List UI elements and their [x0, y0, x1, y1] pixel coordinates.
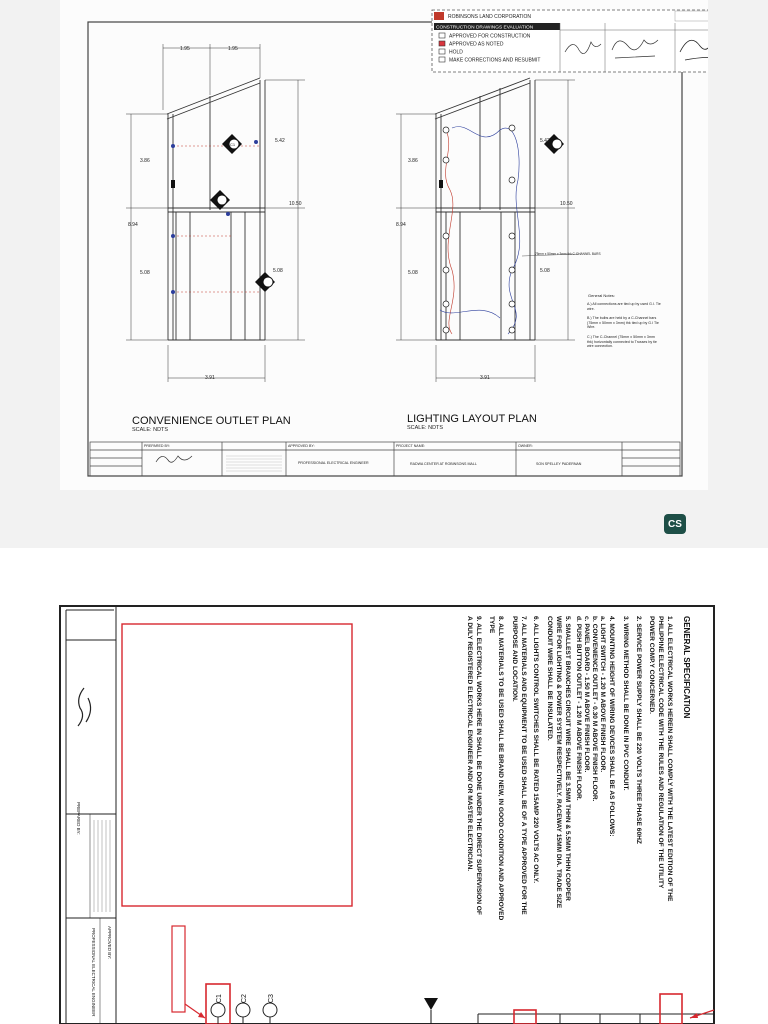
legend-c3: C3: [268, 994, 275, 1003]
r-dim-left-2: 8.94: [396, 222, 406, 228]
checkbox-approved-as-noted: [439, 41, 445, 46]
red-callout-box: [172, 926, 185, 1012]
note-a: A.) All connections are tied up by used G.I. Tie wire.: [587, 302, 661, 311]
tb-owner-name: SON SPELLEY PADERNAN: [536, 462, 582, 466]
spec-heading: GENERAL SPECIFICATION: [682, 616, 691, 719]
dim-right-1: 5.42: [275, 138, 285, 144]
r-dim-right-1: 5.42: [540, 138, 550, 144]
stamp-option-4: MAKE CORRECTIONS AND RESUBMIT: [449, 57, 541, 64]
right-plan-title: LIGHTING LAYOUT PLAN: [407, 413, 537, 425]
dim-right-3: 5.08: [273, 268, 283, 274]
r-dim-right-3: 5.08: [540, 268, 550, 274]
dim-bottom: 3.91: [205, 375, 215, 381]
spec-line: 2. SERVICE POWER SUPPLY SHALL BE 220 VOLTS THREE PHASE 60HZ: [635, 616, 642, 844]
s2-approved-by: APPROVED BY:: [107, 926, 112, 960]
spec-line: 6. ALL LIGHTS CONTROL SWITCHES SHALL BE RATED 15AMP 220 VOLTS AC ONLY.: [532, 616, 539, 884]
legend-c2: C2: [241, 994, 248, 1003]
notes-title: General Notes:: [588, 293, 615, 298]
left-plan-title: CONVENIENCE OUTLET PLAN: [132, 415, 291, 427]
spec-line: d. PUSH BUTTON OUTLET - 1.20 M ABOVE FINISH FLOOR.: [575, 616, 582, 801]
spec-line: 7. ALL MATERIALS AND EQUIPMENT TO BE USED SHALL BE OF A TYPE APPROVED FOR THE: [520, 616, 527, 915]
sheet2-title-strip: [66, 606, 116, 1024]
note-c: C.) The C-Channel (75mm x 50mm x 3mm thk) horizontally connected to Trusses by tie wire connection.: [587, 334, 657, 349]
note-b: B.) The bulbs are held by a C-Channel bars (75mm x 50mm x 3mm) thk tied up by G.I Tie Wire.: [587, 316, 659, 330]
sheet1-border: [88, 22, 682, 476]
triangle-symbol: [424, 998, 438, 1010]
right-plan-scale: SCALE: NDTS: [407, 425, 444, 431]
red-arrowhead: [198, 1012, 205, 1018]
dim-left-1: 3.86: [140, 158, 150, 164]
tb-professional: PROFESSIONAL ELECTRICAL ENGINEER: [298, 461, 369, 465]
signature-sheet2: [78, 688, 91, 726]
s2-professional: PROFESSIONAL ELECTRICAL ENGINEER: [91, 928, 96, 1017]
stamp-option-3: HOLD: [449, 49, 463, 56]
red-stamp-box: [122, 624, 352, 906]
spec-line: 9. ALL ELECTRICAL WORKS HERE IN SHALL BE DONE UNDER THE DIRECT SUPERVISION OF: [475, 616, 482, 915]
spec-line: 1. ALL ELECTRICAL WORKS HEREIN SHALL COMPLY WITH THE LATEST EDITION OF THE: [666, 616, 673, 902]
general-specification: [466, 616, 691, 921]
spec-line: b. CONVENIENCE OUTLET - 0.30 M ABOVE FINISH FLOOR.: [591, 616, 598, 802]
left-plan-scale: SCALE: NDTS: [132, 427, 169, 433]
spec-line: 8. ALL MATERIALS TO BE USED SHALL BE BRAND NEW, IN GOOD CONDITION AND APPROVED: [497, 616, 504, 921]
dim-right-2: 10.50: [289, 201, 302, 207]
drawing-sheet-2: [0, 548, 768, 1024]
tb-approved-by: APPROVED BY:: [288, 444, 315, 448]
tb-project: RADWA CENTER AT ROBINSONS MALL: [410, 462, 477, 466]
spec-line: PURPOSE AND LOCATION.: [511, 616, 518, 702]
legend-symbols: [206, 984, 277, 1024]
spec-line: c. PANEL BOARD - 1.50 M ABOVE FINISH FLOOR.: [583, 616, 590, 773]
dim-left-2: 8.94: [128, 222, 138, 228]
spec-line: WIRE FOR LIGHTING & POWER SYSTEM RESPECTIVELY. RACEWAY 15MM DIA. TRADE SIZE: [555, 616, 562, 909]
dim-left-3: 5.08: [140, 270, 150, 276]
r-dim-bottom: 3.91: [480, 375, 490, 381]
spec-line: CONDUIT WIRE SHALL BE INSULATED.: [546, 616, 553, 741]
channel-callout: 75mm x 50mm x 3mm thk C-CHANNEL BARS: [535, 252, 601, 256]
marker-c1: C1: [230, 142, 236, 147]
strip-fine-lines: [94, 820, 110, 912]
tb-project-name: PROJECT NAME:: [396, 444, 426, 448]
tb-prepared-by: PREPARED BY:: [144, 444, 171, 448]
approval-stamp: [432, 10, 708, 72]
left-plan-labels: [128, 46, 302, 433]
spec-line: PHILIPPINE ELECTRICAL CODE WITH THE RULES AND REGULATION OF THE UTILITY: [657, 616, 664, 889]
stamp-option-2: APPROVED AS NOTED: [449, 41, 504, 48]
spec-line: TYPE: [488, 616, 495, 634]
spec-line: 3. WIRING METHOD SHALL BE DONE IN PVC CONDUIT.: [622, 616, 629, 791]
drawing-sheet-1: [60, 0, 708, 490]
legend-c1: C1: [216, 994, 223, 1003]
spec-line: POWER COMP.Y CONCERNED.: [648, 616, 655, 714]
sheet2-bottom-table: [478, 994, 714, 1024]
dim-top-b: 1.95: [228, 46, 238, 52]
spec-line: A DULY REGISTERED ELECTRICAL ENGINEER AND/ OR MASTER ELECTRICIAN.: [466, 616, 473, 872]
tb-owner: OWNER:: [518, 444, 533, 448]
title-block: [90, 442, 680, 476]
convenience-outlet-plan: [126, 44, 305, 382]
company-logo: [434, 12, 444, 20]
stamp-option-1: APPROVED FOR CONSTRUCTION: [449, 33, 531, 40]
r-dim-left-3: 5.08: [408, 270, 418, 276]
stamp-title: CONSTRUCTION DRAWINGS EVALUATION: [436, 25, 534, 31]
camscanner-badge: CS: [664, 514, 686, 534]
spec-line: 5. SMALLEST BRANCHES CIRCUIT WIRE SHALL BE 3.5MM THHN & 5.5MM THHN COPPER: [564, 616, 571, 901]
spec-line: 4. MOUNTING HEIGHT OF WIRING DEVICES SHALL BE AS FOLLOWS:: [608, 616, 615, 837]
r-dim-left-1: 3.86: [408, 158, 418, 164]
r-dim-right-2: 10.50: [560, 201, 573, 207]
spec-line: a. LIGHT SWITCH - 1.20 M ABOVE FINISH FLOOR.: [599, 616, 606, 773]
s2-prepared-by: PREPARED BY:: [76, 802, 81, 835]
sheet1-drawing: [60, 0, 708, 490]
stamp-company: ROBINSONS LAND CORPORATION: [448, 14, 531, 20]
dim-top-a: 1.95: [180, 46, 190, 52]
sheet2-drawing: [0, 548, 768, 1024]
lighting-layout-plan: [396, 78, 580, 382]
